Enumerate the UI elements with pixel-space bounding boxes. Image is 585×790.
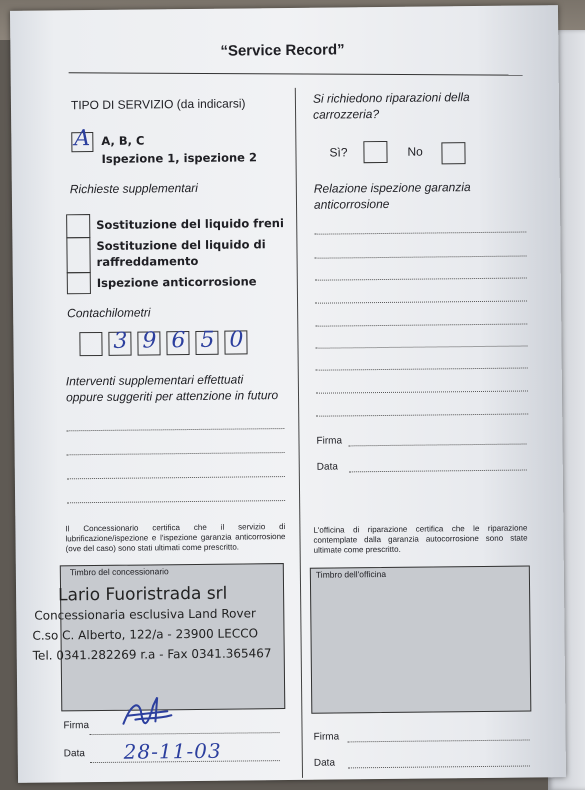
date-label: Data — [63, 748, 85, 760]
odometer-digit-box[interactable] — [79, 332, 102, 356]
interventions-line[interactable] — [66, 428, 284, 431]
signature-label: Firma — [63, 720, 90, 732]
service-record-page — [10, 5, 566, 783]
odometer-boxes — [79, 327, 247, 356]
report-label-2: anticorrosione — [313, 196, 390, 212]
extra-checkbox-corrosion[interactable] — [67, 272, 91, 294]
dealer-certify-text: Il Concessionario certifica che il servizio di lubrificazione/ispezione e l'ispezione garanzia anticorrosione (ove del caso) sono stati ultimati come prescritto. — [65, 522, 286, 554]
extra-checkbox-brake[interactable] — [66, 214, 90, 238]
handwritten-signature — [117, 693, 177, 736]
right-signature-label: Firma — [316, 435, 343, 447]
workshop-stamp-box — [310, 565, 532, 713]
no-checkbox[interactable] — [441, 142, 465, 164]
right-date-label-2: Data — [313, 757, 336, 769]
interventions-label-1: Interventi supplementari effettuati — [65, 372, 244, 389]
right-signature-line-2[interactable] — [348, 739, 530, 742]
extra-item-corrosion: Ispezione anticorrosione — [96, 274, 257, 290]
body-repair-label-1: Si richiedono riparazioni della — [312, 90, 470, 106]
yes-checkbox[interactable] — [363, 141, 387, 163]
dealer-stamp-name: Lario Fuoristrada srl — [57, 583, 228, 606]
odometer-digit-box[interactable]: 3 — [108, 332, 131, 356]
interventions-line[interactable] — [67, 452, 285, 455]
right-date-label: Data — [316, 461, 338, 473]
service-type-label: TIPO DI SERVIZIO (da indicarsi) — [70, 96, 246, 113]
odometer-digit-box[interactable]: 6 — [166, 331, 189, 355]
report-line[interactable] — [316, 390, 528, 393]
extra-item-brake: Sostituzione del liquido freni — [96, 216, 284, 232]
right-date-line-2[interactable] — [348, 765, 530, 768]
right-signature-label-2: Firma — [313, 731, 340, 743]
report-line[interactable] — [316, 413, 528, 416]
right-signature-line[interactable] — [349, 444, 527, 447]
extra-requests-label: Richieste supplementari — [69, 180, 198, 197]
right-date-line[interactable] — [349, 470, 527, 473]
service-type-sub: Ispezione 1, ispezione 2 — [101, 150, 257, 166]
report-label-1: Relazione ispezione garanzia — [313, 180, 471, 196]
dealer-stamp-line2: C.so C. Alberto, 122/a - 23900 LECCO — [32, 626, 259, 643]
report-line[interactable] — [316, 345, 528, 348]
odometer-label: Contachilometri — [67, 305, 151, 321]
report-line[interactable] — [315, 300, 527, 303]
interventions-line[interactable] — [67, 500, 285, 503]
date-value: 28-11-03 — [123, 738, 222, 764]
column-divider — [295, 88, 303, 778]
dealer-stamp-label: Timbro del concessionario — [69, 566, 169, 578]
interventions-line[interactable] — [67, 476, 285, 479]
service-type-mark: A — [74, 126, 91, 152]
report-line[interactable] — [315, 277, 527, 280]
report-line[interactable] — [316, 367, 528, 370]
report-line[interactable] — [314, 231, 526, 234]
odometer-digit-box[interactable]: 5 — [195, 331, 218, 355]
odometer-digit-box[interactable]: 9 — [137, 331, 160, 355]
no-label: No — [407, 144, 423, 159]
odometer-digit-box[interactable]: 0 — [224, 330, 247, 354]
title-rule — [69, 72, 523, 75]
interventions-label-2: oppure suggeriti per attenzione in futuro — [65, 388, 279, 405]
service-type-option: A, B, C — [101, 133, 145, 148]
dealer-stamp-line3: Tel. 0341.282269 r.a - Fax 0341.365467 — [32, 646, 272, 663]
report-line[interactable] — [315, 255, 527, 258]
dealer-stamp-line1: Concessionaria esclusiva Land Rover — [34, 606, 256, 623]
body-repair-label-2: carrozzeria? — [313, 107, 380, 122]
yes-label: Sì? — [329, 145, 348, 160]
page-title: “Service Record” — [220, 41, 345, 60]
workshop-stamp-label: Timbro dell'officina — [315, 568, 387, 580]
report-line[interactable] — [315, 323, 527, 326]
extra-checkbox-coolant[interactable] — [66, 237, 90, 273]
workshop-certify-text: L'officina di riparazione certifica che le riparazione contemplate dalla garanzia autocorrosione sono state ultimate come prescritto. — [313, 523, 528, 555]
extra-item-coolant: Sostituzione del liquido di raffreddamento — [96, 237, 266, 269]
